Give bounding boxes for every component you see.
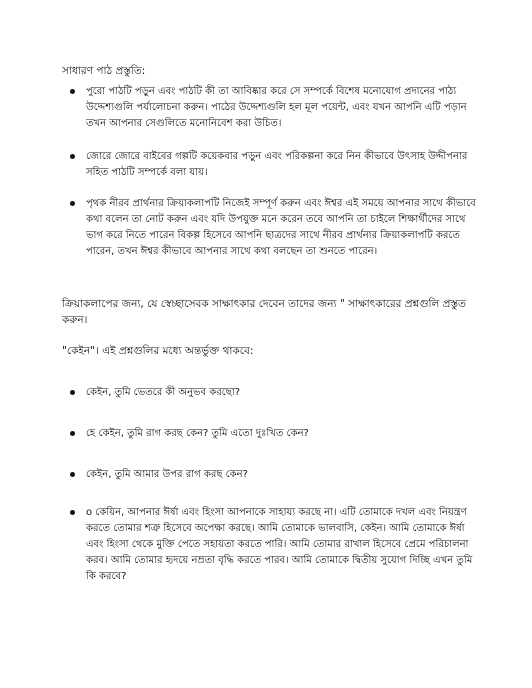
questions-intro: "কেইন"। এই প্রশ্নগুলির মধ্যে অন্তর্ভুক্ত থাকবে:	[62, 345, 254, 357]
list-item	[62, 385, 482, 401]
activity-paragraph: ক্রিয়াকলাপের জন্য, যে স্বেচ্ছাসেবক সাক্ষাৎকার দেবেন তাদের জন্য " সাক্ষাৎকারের প্রশ্নগুলি প্রস্তুত করুন।	[62, 298, 466, 326]
question-list	[62, 385, 482, 610]
list-item	[62, 426, 482, 442]
list-item	[62, 505, 482, 585]
list-item	[62, 467, 482, 483]
list-item-text: কেইন, তুমি ভেতরে কী অনুভব করছো?	[86, 387, 241, 398]
bullet-icon	[70, 201, 75, 206]
preparation-list	[62, 84, 482, 260]
list-item-text: পুরো পাঠটি পড়ুন এবং পাঠটি কী তা আবিষ্কার করে সে সম্পর্কে বিশেষ মনোযোগ প্রদানের পাঠ্য উদ্দেশ্যগুলি পর্যালোচনা করুন। পাঠের উদ্দেশ্যগুলি হল মূল পয়েন্ট, এবং যখন আপনি এটি পড়ান তখন আপনার সেগুলিতে মনোনিবেশ করা উচিত।	[86, 86, 467, 129]
bullet-icon	[70, 510, 75, 515]
list-item	[62, 149, 482, 181]
section-heading: সাধারণ পাঠ প্রস্তুতি:	[62, 65, 146, 77]
list-item-text: পৃথক নীরব প্রার্থনার ক্রিয়াকলাপটি নিজেই সম্পূর্ণ করুন এবং ঈশ্বর এই সময়ে আপনার সাথে কীভাবে কথা বলেন তা নোট করুন এবং যদি উপযুক্ত মনে করেন তবে আপনি তা চাইলে শিক্ষার্থীদের সাথে ভাগ করে নিতে পারেন বিকল্প হিসেবে আপনি ছাত্রদের সাথে নীরব প্রার্থনার ক্রিয়াকলাপটি করতে পারেন, তখন ঈশ্বর কীভাবে আপনার সাথে কথা বলছেন তা শুনতে পারেন।	[86, 198, 476, 257]
bullet-icon	[70, 390, 75, 395]
bullet-icon	[70, 89, 75, 94]
list-item-text: জোরে জোরে বাইবের গল্পটি কয়েকবার পড়ুন এবং পরিকল্পনা করে নিন কীভাবে উৎসাহ উদ্দীপনার সহিত পাঠটি সম্পর্কে বলা যায়।	[86, 151, 468, 178]
list-item-text: হে কেইন, তুমি রাগ করছ কেন? তুমি এতো দুঃখিত কেন?	[86, 428, 309, 439]
list-item	[62, 84, 482, 132]
bullet-icon	[70, 154, 75, 159]
bullet-icon	[70, 472, 75, 477]
list-item-text: o কেয়িন, আপনার ঈর্ষা এবং হিংসা আপনাকে সাহায্য করছে না। এটি তোমাকে দখল এবং নিয়ন্ত্রণ করতে তোমার শত্রু হিসেবে অপেক্ষা করছে। আমি তোমাকে ভালবাসি, কেইন। আমি তোমাকে ঈর্ষা এবং হিংসা থেকে মুক্তি পেতে সহায়তা করতে পারি। আমি তোমার রাখাল হিসেবে প্রেমে পরিচালনা করব। আমি তোমার হৃদয়ে নম্রতা বৃদ্ধি করতে পারব। আমি তোমাকে দ্বিতীয় সুযোগ দিচ্ছি এখন তুমি কি করবে?	[86, 507, 473, 582]
list-item	[62, 196, 482, 260]
list-item-text: কেইন, তুমি আমার উপর রাগ করছ কেন?	[86, 469, 248, 480]
bullet-icon	[70, 431, 75, 436]
